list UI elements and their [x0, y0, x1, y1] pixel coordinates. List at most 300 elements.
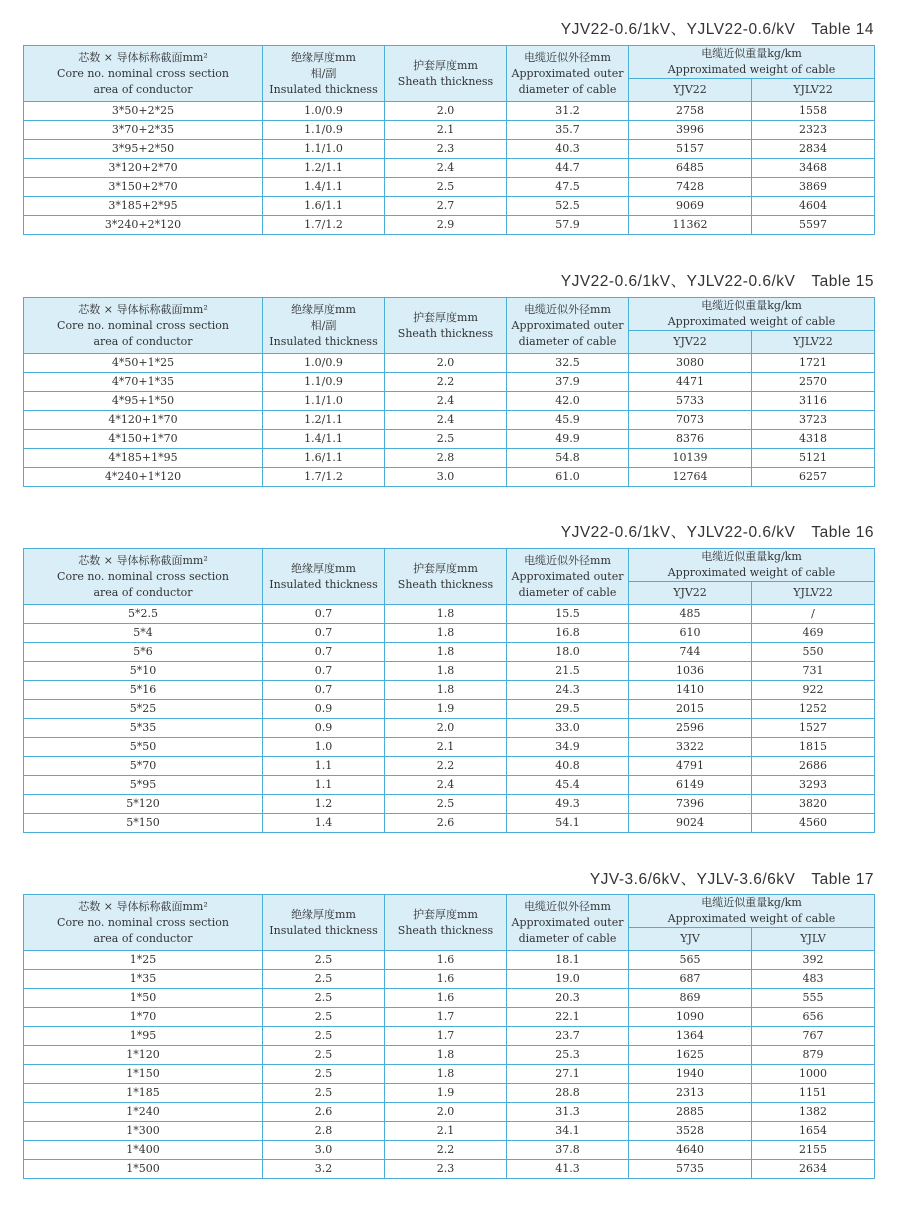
table-cell: 3*185+2*95	[24, 197, 263, 216]
table-cell: 483	[752, 970, 875, 989]
cable-model: YJV-3.6/6kV、YJLV-3.6/6kV	[589, 871, 796, 888]
table-cell: 1*300	[24, 1122, 263, 1141]
table-cell: 1.4/1.1	[263, 178, 385, 197]
table-cell: 1.8	[385, 624, 507, 643]
table-row	[24, 1046, 875, 1065]
table-cell: 1.8	[385, 681, 507, 700]
table-cell: 1.8	[385, 1065, 507, 1084]
table-cell: 2.1	[385, 1122, 507, 1141]
table-cell: 5*150	[24, 814, 263, 833]
table-cell: 5*50	[24, 738, 263, 757]
table-cell: 5157	[629, 140, 752, 159]
table-cell: 3.0	[385, 468, 507, 487]
table-cell: 4*240+1*120	[24, 468, 263, 487]
table-cell: 1.2/1.1	[263, 411, 385, 430]
table-cell: 869	[629, 989, 752, 1008]
table-caption	[561, 272, 874, 292]
table-cell: 5*2.5	[24, 605, 263, 624]
diameter-header: 电缆近似外径mm Approximated outer diameter of cable	[507, 298, 629, 354]
table-cell: 3*95+2*50	[24, 140, 263, 159]
table-row	[24, 681, 875, 700]
table-header	[24, 298, 875, 354]
table-cell: 34.1	[507, 1122, 629, 1141]
table-cell: 3293	[752, 776, 875, 795]
spec-table	[23, 894, 875, 1179]
table-cell: 40.3	[507, 140, 629, 159]
table-row	[24, 216, 875, 235]
table-cell: 7428	[629, 178, 752, 197]
table-cell: 9069	[629, 197, 752, 216]
table-cell: 4560	[752, 814, 875, 833]
table-cell: 4791	[629, 757, 752, 776]
table-cell: 2.5	[263, 1027, 385, 1046]
table-cell: 2313	[629, 1084, 752, 1103]
table-cell: 2596	[629, 719, 752, 738]
table-cell: 1815	[752, 738, 875, 757]
table-cell: 1*120	[24, 1046, 263, 1065]
table-cell: 2.3	[385, 1160, 507, 1179]
table-cell: 5*4	[24, 624, 263, 643]
table-cell: 1.2	[263, 795, 385, 814]
table-cell: 3*240+2*120	[24, 216, 263, 235]
weight-subheader-1: YJV22	[629, 79, 752, 102]
table-cell: 54.1	[507, 814, 629, 833]
table-cell: 35.7	[507, 121, 629, 140]
table-cell: 6149	[629, 776, 752, 795]
table-cell: 2.0	[385, 719, 507, 738]
table-cell: 4471	[629, 373, 752, 392]
cable-model: YJV22-0.6/1kV、YJLV22-0.6/kV	[560, 273, 796, 290]
table-cell: 2015	[629, 700, 752, 719]
table-cell: 1.6/1.1	[263, 449, 385, 468]
table-cell: 5597	[752, 216, 875, 235]
table-cell: 5*16	[24, 681, 263, 700]
table-header	[24, 549, 875, 605]
table-row	[24, 373, 875, 392]
table-cell: 1.7	[385, 1008, 507, 1027]
table-cell: 2686	[752, 757, 875, 776]
table-row	[24, 605, 875, 624]
table-cell: 4*120+1*70	[24, 411, 263, 430]
table-row	[24, 1084, 875, 1103]
table-cell: 1654	[752, 1122, 875, 1141]
weight-subheader-2: YJLV22	[752, 582, 875, 605]
table-cell: 731	[752, 662, 875, 681]
weight-subheader-1: YJV22	[629, 582, 752, 605]
table-cell: 2834	[752, 140, 875, 159]
table-row	[24, 1103, 875, 1122]
core-header: 芯数 × 导体标称截面mm² Core no. nominal cross section area of conductor	[24, 298, 263, 354]
table-cell: 22.1	[507, 1008, 629, 1027]
table-cell: 1625	[629, 1046, 752, 1065]
table-cell: 3*150+2*70	[24, 178, 263, 197]
table-cell: 0.9	[263, 700, 385, 719]
table-cell: 2.6	[385, 814, 507, 833]
table-row	[24, 411, 875, 430]
insulation-header: 绝缘厚度mm 相/副 Insulated thickness	[263, 46, 385, 102]
table-cell: 1.4/1.1	[263, 430, 385, 449]
table-cell: 5*95	[24, 776, 263, 795]
table-row	[24, 776, 875, 795]
table-cell: 1940	[629, 1065, 752, 1084]
table-cell: 2885	[629, 1103, 752, 1122]
table-cell: 0.7	[263, 605, 385, 624]
table-cell: 1*35	[24, 970, 263, 989]
table-cell: 879	[752, 1046, 875, 1065]
table-cell: 1.0/0.9	[263, 354, 385, 373]
table-cell: 1252	[752, 700, 875, 719]
table-cell: 1.8	[385, 605, 507, 624]
table-cell: 2.1	[385, 738, 507, 757]
table-cell: 8376	[629, 430, 752, 449]
table-cell: 0.7	[263, 643, 385, 662]
table-cell: 49.3	[507, 795, 629, 814]
sheath-header: 护套厚度mm Sheath thickness	[385, 298, 507, 354]
table-cell: 31.3	[507, 1103, 629, 1122]
table-cell: 1.8	[385, 662, 507, 681]
table-row	[24, 700, 875, 719]
table-cell: 5*10	[24, 662, 263, 681]
table-cell: 2.5	[263, 1065, 385, 1084]
table-cell: 4604	[752, 197, 875, 216]
table-row	[24, 102, 875, 121]
table-cell: 45.4	[507, 776, 629, 795]
table-cell: 2.5	[263, 970, 385, 989]
table-cell: 1.0	[263, 738, 385, 757]
table-cell: 469	[752, 624, 875, 643]
table-row	[24, 757, 875, 776]
table-cell: 1.6/1.1	[263, 197, 385, 216]
table-row	[24, 430, 875, 449]
table-row	[24, 140, 875, 159]
table-row	[24, 1141, 875, 1160]
table-row	[24, 814, 875, 833]
table-cell: 2.5	[385, 430, 507, 449]
spec-table	[23, 548, 875, 833]
table-caption	[590, 870, 874, 890]
table-cell: 45.9	[507, 411, 629, 430]
table-row	[24, 354, 875, 373]
table-cell: 2.0	[385, 1103, 507, 1122]
table-cell: 1*400	[24, 1141, 263, 1160]
table-cell: 15.5	[507, 605, 629, 624]
table-cell: 2.4	[385, 392, 507, 411]
table-cell: 2.5	[263, 989, 385, 1008]
table-cell: 31.2	[507, 102, 629, 121]
table-cell: 23.7	[507, 1027, 629, 1046]
table-cell: 1.1	[263, 757, 385, 776]
table-cell: 5121	[752, 449, 875, 468]
table-cell: 2323	[752, 121, 875, 140]
spec-table	[23, 45, 875, 235]
table-cell: 25.3	[507, 1046, 629, 1065]
table-cell: 3*50+2*25	[24, 102, 263, 121]
table-cell: 21.5	[507, 662, 629, 681]
table-header	[24, 46, 875, 102]
table-cell: 2.5	[263, 951, 385, 970]
table-cell: 744	[629, 643, 752, 662]
core-header: 芯数 × 导体标称截面mm² Core no. nominal cross section area of conductor	[24, 895, 263, 951]
table-cell: 3*70+2*35	[24, 121, 263, 140]
weight-header: 电缆近似重量kg/km Approximated weight of cable	[629, 895, 875, 928]
cable-model: YJV22-0.6/1kV、YJLV22-0.6/kV	[560, 21, 796, 38]
table-cell: 28.8	[507, 1084, 629, 1103]
table-cell: 0.7	[263, 662, 385, 681]
table-row	[24, 970, 875, 989]
table-cell: 2.6	[263, 1103, 385, 1122]
table-cell: 2.3	[385, 140, 507, 159]
table-cell: 2.8	[263, 1122, 385, 1141]
table-cell: 2.5	[263, 1046, 385, 1065]
table-cell: 6257	[752, 468, 875, 487]
table-cell: 3.0	[263, 1141, 385, 1160]
table-row	[24, 1160, 875, 1179]
table-cell: 9024	[629, 814, 752, 833]
table-cell: 1090	[629, 1008, 752, 1027]
table-cell: 44.7	[507, 159, 629, 178]
table-cell: 5733	[629, 392, 752, 411]
table-cell: 2758	[629, 102, 752, 121]
table-cell: 3*120+2*70	[24, 159, 263, 178]
table-cell: 1.8	[385, 1046, 507, 1065]
table-cell: 5*35	[24, 719, 263, 738]
table-cell: 2.0	[385, 354, 507, 373]
table-cell: 10139	[629, 449, 752, 468]
table-cell: 54.8	[507, 449, 629, 468]
table-cell: 3.2	[263, 1160, 385, 1179]
table-row	[24, 1027, 875, 1046]
core-header: 芯数 × 导体标称截面mm² Core no. nominal cross section area of conductor	[24, 46, 263, 102]
table-cell: 2.2	[385, 373, 507, 392]
diameter-header: 电缆近似外径mm Approximated outer diameter of cable	[507, 549, 629, 605]
table-cell: 4640	[629, 1141, 752, 1160]
table-cell: 767	[752, 1027, 875, 1046]
table-cell: 656	[752, 1008, 875, 1027]
table-cell: 2.5	[385, 795, 507, 814]
table-cell: 2.4	[385, 159, 507, 178]
cable-model: YJV22-0.6/1kV、YJLV22-0.6/kV	[560, 524, 796, 541]
table-cell: 2634	[752, 1160, 875, 1179]
weight-header: 电缆近似重量kg/km Approximated weight of cable	[629, 46, 875, 79]
table-cell: 6485	[629, 159, 752, 178]
table-row	[24, 1008, 875, 1027]
table-cell: 42.0	[507, 392, 629, 411]
insulation-header: 绝缘厚度mm 相/副 Insulated thickness	[263, 298, 385, 354]
table-cell: 11362	[629, 216, 752, 235]
table-row	[24, 738, 875, 757]
table-cell: 1.1/1.0	[263, 140, 385, 159]
table-cell: 1*50	[24, 989, 263, 1008]
table-row	[24, 719, 875, 738]
table-body	[24, 354, 875, 487]
table-cell: 1.4	[263, 814, 385, 833]
table-cell: 1527	[752, 719, 875, 738]
table-cell: 3723	[752, 411, 875, 430]
table-row	[24, 1065, 875, 1084]
table-cell: 1.7	[385, 1027, 507, 1046]
table-cell: 37.8	[507, 1141, 629, 1160]
table-cell: 1.1/0.9	[263, 121, 385, 140]
table-row	[24, 662, 875, 681]
table-cell: 18.0	[507, 643, 629, 662]
table-cell: 41.3	[507, 1160, 629, 1179]
spec-table	[23, 297, 875, 487]
table-cell: 2.5	[385, 178, 507, 197]
table-cell: 2570	[752, 373, 875, 392]
table-cell: 2.8	[385, 449, 507, 468]
table-cell: 2.5	[263, 1008, 385, 1027]
table-row	[24, 1122, 875, 1141]
table-row	[24, 795, 875, 814]
table-cell: 1.1/1.0	[263, 392, 385, 411]
table-cell: 550	[752, 643, 875, 662]
table-cell: 555	[752, 989, 875, 1008]
table-cell: 1.9	[385, 700, 507, 719]
weight-header: 电缆近似重量kg/km Approximated weight of cable	[629, 298, 875, 331]
table-cell: 4*50+1*25	[24, 354, 263, 373]
table-cell: 2.1	[385, 121, 507, 140]
table-cell: 5735	[629, 1160, 752, 1179]
table-cell: 1000	[752, 1065, 875, 1084]
table-cell: 1.6	[385, 970, 507, 989]
table-body	[24, 605, 875, 833]
table-cell: 20.3	[507, 989, 629, 1008]
table-cell: 34.9	[507, 738, 629, 757]
sheath-header: 护套厚度mm Sheath thickness	[385, 895, 507, 951]
table-cell: 2.4	[385, 776, 507, 795]
table-cell: 4*150+1*70	[24, 430, 263, 449]
table-row	[24, 989, 875, 1008]
table-cell: 2.2	[385, 1141, 507, 1160]
table-cell: 1*240	[24, 1103, 263, 1122]
table-cell: 2.4	[385, 411, 507, 430]
table-cell: 61.0	[507, 468, 629, 487]
table-header	[24, 895, 875, 951]
table-cell: 1364	[629, 1027, 752, 1046]
core-header: 芯数 × 导体标称截面mm² Core no. nominal cross section area of conductor	[24, 549, 263, 605]
table-cell: 49.9	[507, 430, 629, 449]
table-cell: 485	[629, 605, 752, 624]
table-cell: 0.9	[263, 719, 385, 738]
table-cell: 2.2	[385, 757, 507, 776]
table-cell: 1.2/1.1	[263, 159, 385, 178]
table-cell: 24.3	[507, 681, 629, 700]
table-cell: 1.7/1.2	[263, 216, 385, 235]
table-row	[24, 624, 875, 643]
table-row	[24, 178, 875, 197]
table-cell: 3468	[752, 159, 875, 178]
table-cell: 1558	[752, 102, 875, 121]
table-cell: 57.9	[507, 216, 629, 235]
table-cell: 52.5	[507, 197, 629, 216]
weight-subheader-2: YJLV22	[752, 331, 875, 354]
table-cell: 610	[629, 624, 752, 643]
table-cell: 16.8	[507, 624, 629, 643]
table-cell: 32.5	[507, 354, 629, 373]
table-number: Table 17	[811, 871, 874, 888]
table-row	[24, 197, 875, 216]
table-cell: 29.5	[507, 700, 629, 719]
diameter-header: 电缆近似外径mm Approximated outer diameter of cable	[507, 46, 629, 102]
table-cell: 18.1	[507, 951, 629, 970]
table-cell: 0.7	[263, 624, 385, 643]
table-cell: 1*150	[24, 1065, 263, 1084]
table-cell: 4*70+1*35	[24, 373, 263, 392]
table-cell: 1*185	[24, 1084, 263, 1103]
table-cell: 3869	[752, 178, 875, 197]
table-cell: 1382	[752, 1103, 875, 1122]
table-caption	[561, 20, 874, 40]
table-cell: 2.5	[263, 1084, 385, 1103]
table-cell: 3820	[752, 795, 875, 814]
table-body	[24, 102, 875, 235]
table-cell: 1721	[752, 354, 875, 373]
table-number: Table 15	[811, 273, 874, 290]
table-row	[24, 392, 875, 411]
table-cell: 1.0/0.9	[263, 102, 385, 121]
table-cell: 1036	[629, 662, 752, 681]
table-row	[24, 468, 875, 487]
weight-subheader-1: YJV	[629, 928, 752, 951]
table-row	[24, 951, 875, 970]
table-cell: 27.1	[507, 1065, 629, 1084]
weight-subheader-2: YJLV22	[752, 79, 875, 102]
table-cell: 33.0	[507, 719, 629, 738]
table-cell: 565	[629, 951, 752, 970]
table-cell: 5*120	[24, 795, 263, 814]
table-cell: 40.8	[507, 757, 629, 776]
table-cell: 2.9	[385, 216, 507, 235]
table-cell: 1*95	[24, 1027, 263, 1046]
table-cell: 1.7/1.2	[263, 468, 385, 487]
table-cell: 3116	[752, 392, 875, 411]
table-cell: 2.0	[385, 102, 507, 121]
table-cell: /	[752, 605, 875, 624]
table-row	[24, 449, 875, 468]
sheath-header: 护套厚度mm Sheath thickness	[385, 549, 507, 605]
table-cell: 7396	[629, 795, 752, 814]
weight-subheader-2: YJLV	[752, 928, 875, 951]
table-cell: 37.9	[507, 373, 629, 392]
table-cell: 3080	[629, 354, 752, 373]
table-cell: 1.9	[385, 1084, 507, 1103]
table-cell: 1*25	[24, 951, 263, 970]
table-cell: 5*25	[24, 700, 263, 719]
table-body	[24, 951, 875, 1179]
table-cell: 1.1	[263, 776, 385, 795]
weight-header: 电缆近似重量kg/km Approximated weight of cable	[629, 549, 875, 582]
table-cell: 1.6	[385, 951, 507, 970]
table-cell: 4*95+1*50	[24, 392, 263, 411]
table-row	[24, 159, 875, 178]
table-cell: 687	[629, 970, 752, 989]
sheath-header: 护套厚度mm Sheath thickness	[385, 46, 507, 102]
table-cell: 1*500	[24, 1160, 263, 1179]
table-cell: 1.8	[385, 643, 507, 662]
insulation-header: 绝缘厚度mm Insulated thickness	[263, 895, 385, 951]
table-cell: 3528	[629, 1122, 752, 1141]
table-cell: 4318	[752, 430, 875, 449]
table-cell: 1410	[629, 681, 752, 700]
table-cell: 0.7	[263, 681, 385, 700]
table-cell: 12764	[629, 468, 752, 487]
table-cell: 3322	[629, 738, 752, 757]
table-cell: 1*70	[24, 1008, 263, 1027]
table-cell: 1.6	[385, 989, 507, 1008]
table-number: Table 14	[811, 21, 874, 38]
table-number: Table 16	[811, 524, 874, 541]
table-row	[24, 121, 875, 140]
